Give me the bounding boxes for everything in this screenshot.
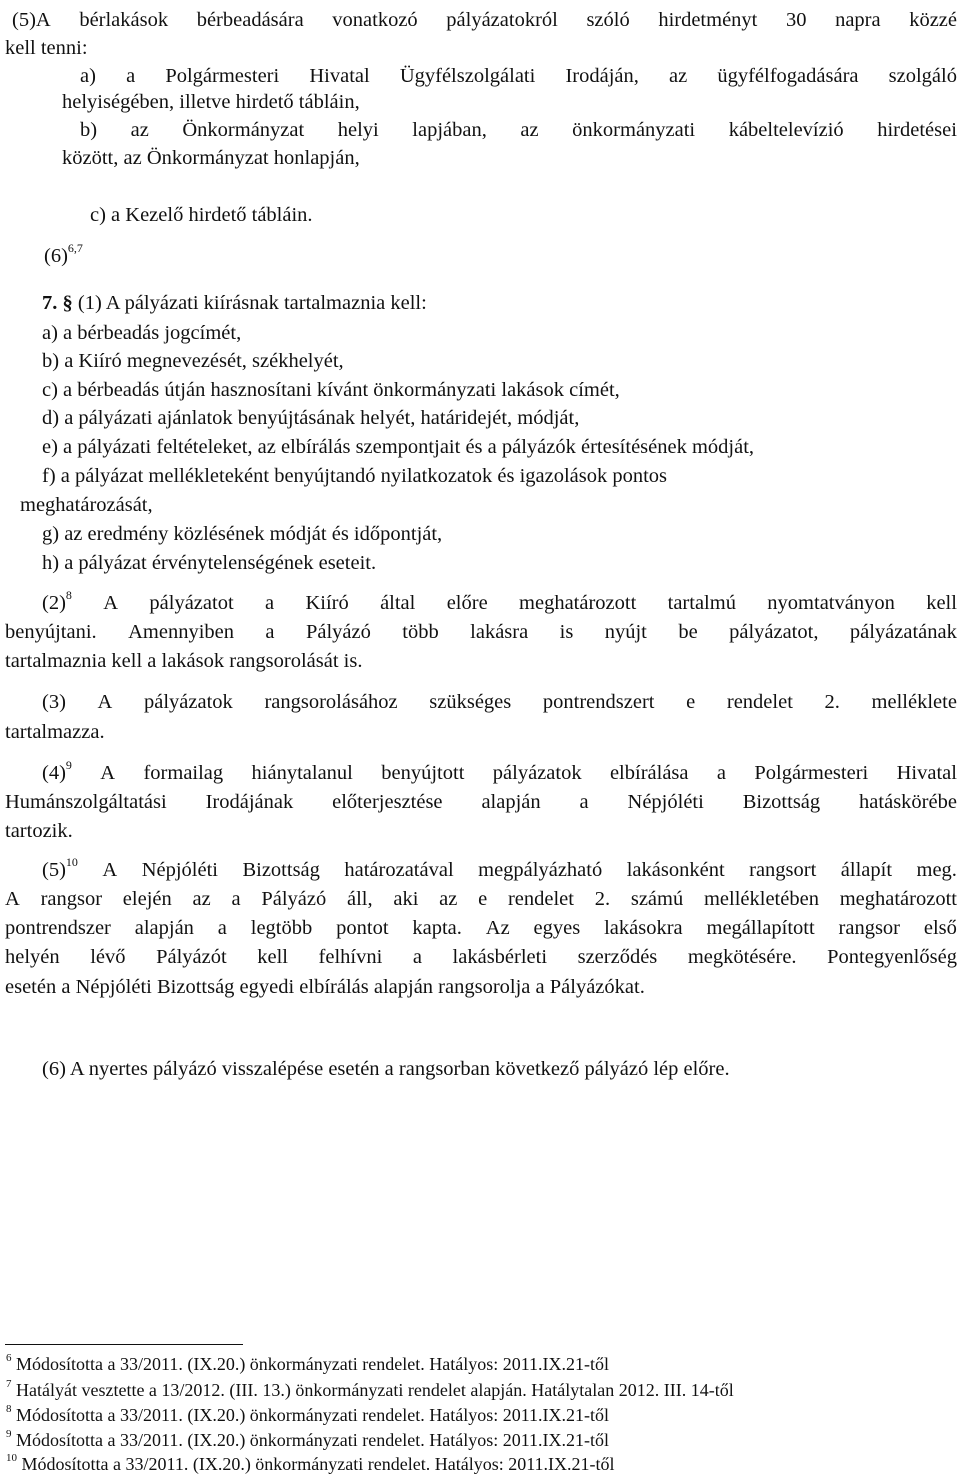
- word: pontot: [336, 917, 389, 939]
- word: meghatározott: [839, 888, 957, 910]
- word: is: [559, 621, 574, 643]
- word: napra: [835, 9, 881, 31]
- word: Népjóléti: [141, 859, 218, 881]
- word: helyi: [337, 119, 379, 141]
- word: Polgármesteri: [165, 65, 280, 87]
- word: a: [265, 621, 275, 643]
- word: Bizottság: [742, 791, 821, 813]
- word: közzé: [909, 9, 957, 31]
- word: Ügyfélszolgálati: [399, 65, 536, 87]
- word: vonatkozó: [332, 9, 418, 31]
- word: elején: [122, 888, 172, 910]
- para-6-heading: $(6)^{6,7}$: [44, 241, 83, 267]
- word: Hivatal: [309, 65, 370, 87]
- word: Pontegyenlőség: [827, 946, 957, 968]
- list-item-c: c) a Kezelő hirdető tábláin.: [90, 204, 313, 226]
- word: b): [80, 119, 98, 141]
- word: Amennyiben: [128, 621, 234, 643]
- paragraph-number: $(2)^8$: [42, 588, 72, 614]
- word: Polgármesteri: [754, 762, 869, 784]
- requirement-g: g) az eredmény közlésének módját és időpontját,: [42, 523, 443, 545]
- paragraph-number: $(4)^9$: [42, 758, 72, 784]
- word: be: [678, 621, 698, 643]
- list-item-a-line-2: helyiségében, illetve hirdető tábláin,: [62, 91, 360, 113]
- list-item-b-line-1: [80, 120, 957, 141]
- word: meg.: [916, 859, 957, 881]
- word: pontrendszer: [5, 917, 111, 939]
- word: Pályázót: [156, 946, 227, 968]
- word: rendelet: [507, 888, 574, 910]
- word: pontrendszert: [542, 691, 655, 713]
- word: első: [923, 917, 957, 939]
- para-3-line-1: [42, 692, 957, 713]
- requirement-f-line-1: f) a pályázat mellékleteként benyújtandó nyilatkozatok és igazolások pontos: [42, 465, 668, 487]
- requirement-e: e) a pályázati feltételeket, az elbírálás szempontjait és a pályázók értesítésének módját,: [42, 436, 755, 458]
- word: a): [80, 65, 96, 87]
- word: a: [217, 917, 227, 939]
- footnote-ref: 9: [65, 758, 72, 773]
- word: tartalmú: [667, 592, 736, 614]
- section-7-heading: 7. § (1) A pályázati kiírásnak tartalmaznia kell:: [42, 292, 427, 314]
- footnote-number: 6: [6, 1352, 12, 1364]
- para-2-line-3: tartalmaznia kell a lakások rangsorolását is.: [5, 650, 363, 672]
- requirement-c: c) a bérbeadás útján hasznosítani kívánt önkormányzati lakások címét,: [42, 379, 620, 401]
- footnote-text: Módosította a 33/2011. (IX.20.) önkormányzati rendelet. Hatályos: 2011.IX.21-től: [11, 1405, 610, 1425]
- para-6: (6) A nyertes pályázó visszalépése esetén a rangsorban következő pályázó lép előre.: [42, 1058, 730, 1080]
- para-5-intro-line-2: kell tenni:: [5, 37, 88, 59]
- word: a: [579, 791, 589, 813]
- word: felhívni: [318, 946, 383, 968]
- word: kábeltelevízió: [728, 119, 844, 141]
- footnote-number: 9: [6, 1428, 12, 1440]
- word: megállapított: [706, 917, 815, 939]
- footnote: [6, 1378, 734, 1400]
- word: meghatározott: [519, 592, 637, 614]
- section-symbol: §: [62, 292, 73, 314]
- footnote-text: Módosította a 33/2011. (IX.20.) önkormányzati rendelet. Hatályos: 2011.IX.21-től: [17, 1454, 615, 1474]
- word: kell: [926, 592, 957, 614]
- word: helyén: [5, 946, 60, 968]
- word: egyes: [533, 917, 581, 939]
- word: benyújtani.: [5, 621, 97, 643]
- list-item-b-line-2: között, az Önkormányzat honlapján,: [62, 147, 360, 169]
- footnote: [6, 1403, 610, 1425]
- word: lakásonként: [626, 859, 725, 881]
- footnote-text: Hatályát vesztette a 13/2012. (III. 13.) önkormányzati rendelet alapján. Hatálytalan 2012. III. 14-től: [11, 1380, 734, 1400]
- para-4-line-2: [5, 792, 957, 813]
- word: Hivatal: [896, 762, 957, 784]
- word: szóló: [586, 9, 630, 31]
- paragraph-number: $(5)^{10}$: [42, 855, 78, 881]
- word: szükséges: [429, 691, 512, 713]
- word: az: [130, 119, 149, 141]
- footnote-separator: [5, 1344, 243, 1345]
- word: rangsor: [838, 917, 901, 939]
- para-3-line-2: tartalmazza.: [5, 721, 105, 743]
- para-5-line-3: [5, 918, 957, 939]
- word: melléklete: [871, 691, 957, 713]
- word: lapjában,: [412, 119, 487, 141]
- para-2-line-2: [5, 622, 957, 643]
- word: nyújt: [604, 621, 647, 643]
- requirement-f-line-2: meghatározását,: [20, 494, 153, 516]
- word: Irodáján,: [565, 65, 639, 87]
- word: számú: [630, 888, 684, 910]
- word: alapján: [481, 791, 541, 813]
- word: pályázatok: [492, 762, 582, 784]
- footnote: [6, 1428, 610, 1450]
- word: (3): [42, 691, 66, 713]
- requirement-d: d) a pályázati ajánlatok benyújtásának helyét, határidejét, módját,: [42, 407, 580, 429]
- footnote-ref: 10: [65, 855, 78, 870]
- word: rangsort: [749, 859, 817, 881]
- word: a: [231, 888, 241, 910]
- word: A: [97, 691, 113, 713]
- word: pályázatának: [849, 621, 957, 643]
- word: az: [669, 65, 688, 87]
- word: alapján: [134, 917, 194, 939]
- word: az: [439, 888, 458, 910]
- word: a: [264, 592, 275, 614]
- word: nyomtatványon: [767, 592, 895, 614]
- word: az: [520, 119, 539, 141]
- word: A: [5, 888, 20, 910]
- footnote: [6, 1452, 615, 1474]
- word: lévő: [90, 946, 126, 968]
- word: e: [478, 888, 488, 910]
- word: bérbeadására: [196, 9, 304, 31]
- para-4-line-1: [42, 758, 957, 784]
- word: áll,: [346, 888, 373, 910]
- footnote-ref: 8: [65, 588, 72, 603]
- word: határozatával: [344, 859, 454, 881]
- word: a: [716, 762, 726, 784]
- word: Pályázó: [261, 888, 327, 910]
- word: pályázatok: [144, 691, 233, 713]
- word: legtöbb: [250, 917, 313, 939]
- word: önkormányzati: [572, 119, 696, 141]
- para-5-line-1: [42, 855, 957, 881]
- word: mellékletében: [703, 888, 819, 910]
- word: A: [100, 762, 116, 784]
- word: szolgáló: [888, 65, 957, 87]
- word: több: [402, 621, 439, 643]
- word: Pályázó: [305, 621, 371, 643]
- word: aki: [393, 888, 419, 910]
- para-5-intro-line-1: [12, 10, 957, 31]
- word: szerződés: [577, 946, 658, 968]
- word: az: [192, 888, 211, 910]
- word: benyújtott: [381, 762, 465, 784]
- word: rangsorolásához: [264, 691, 398, 713]
- word: 30: [785, 9, 807, 31]
- word: 2.: [594, 888, 611, 910]
- word: ügyfélfogadására: [717, 65, 859, 87]
- word: lakásokra: [604, 917, 683, 939]
- footnote-text: Módosította a 33/2011. (IX.20.) önkormányzati rendelet. Hatályos: 2011.IX.21-től: [11, 1354, 610, 1374]
- para-5-line-2: [5, 889, 957, 910]
- word: megpályázható: [478, 859, 603, 881]
- word: hirdetményt: [658, 9, 758, 31]
- word: elbírálása: [609, 762, 689, 784]
- list-item-a-line-1: [80, 66, 957, 87]
- word: kell: [257, 946, 288, 968]
- word: A: [102, 859, 118, 881]
- word: bérlakások: [79, 9, 169, 31]
- word: Irodájának: [205, 791, 294, 813]
- footnote-number: 8: [6, 1403, 12, 1415]
- word: Népjóléti: [627, 791, 704, 813]
- footnote-text: Módosította a 33/2011. (IX.20.) önkormányzati rendelet. Hatályos: 2011.IX.21-től: [11, 1430, 610, 1450]
- word: hatáskörébe: [859, 791, 957, 813]
- word: által: [380, 592, 416, 614]
- word: hirdetései: [877, 119, 957, 141]
- word: Önkormányzat: [182, 119, 305, 141]
- word: lakásra: [470, 621, 529, 643]
- requirement-a: a) a bérbeadás jogcímét,: [42, 322, 242, 344]
- word: előterjesztése: [332, 791, 443, 813]
- word: pályázatot,: [729, 621, 819, 643]
- word: Kiíró: [305, 592, 349, 614]
- para-5-line-4: [5, 947, 957, 968]
- footnote-ref: 6,7: [67, 241, 83, 256]
- para-2-line-1: [42, 588, 957, 614]
- para-5-line-5: esetén a Népjóléti Bizottság egyedi elbírálás alapján rangsorolja a Pályázókat.: [5, 976, 645, 998]
- word: lakásbérleti: [452, 946, 548, 968]
- word: 2.: [824, 691, 840, 713]
- word: megkötésére.: [687, 946, 797, 968]
- word: a: [412, 946, 422, 968]
- word: e: [686, 691, 696, 713]
- footnote-number: 7: [6, 1378, 12, 1390]
- word: állapít: [840, 859, 893, 881]
- requirement-b: b) a Kiíró megnevezését, székhelyét,: [42, 350, 344, 372]
- word: A: [103, 592, 119, 614]
- word: előre: [446, 592, 488, 614]
- para-4-line-3: tartozik.: [5, 820, 73, 842]
- footnote-number: 10: [6, 1452, 17, 1464]
- word: Az: [485, 917, 510, 939]
- word: (5)A: [12, 9, 51, 31]
- word: rendelet: [726, 691, 793, 713]
- word: formailag: [143, 762, 224, 784]
- footnote: [6, 1352, 610, 1374]
- word: hiánytalanul: [251, 762, 353, 784]
- requirement-h: h) a pályázat érvénytelenségének eseteit.: [42, 552, 377, 574]
- word: rangsor: [40, 888, 103, 910]
- word: kapta.: [412, 917, 462, 939]
- word: Humánszolgáltatási: [5, 791, 167, 813]
- word: Bizottság: [242, 859, 320, 881]
- word: a: [126, 65, 136, 87]
- word: pályázatot: [149, 592, 234, 614]
- word: pályázatokról: [446, 9, 558, 31]
